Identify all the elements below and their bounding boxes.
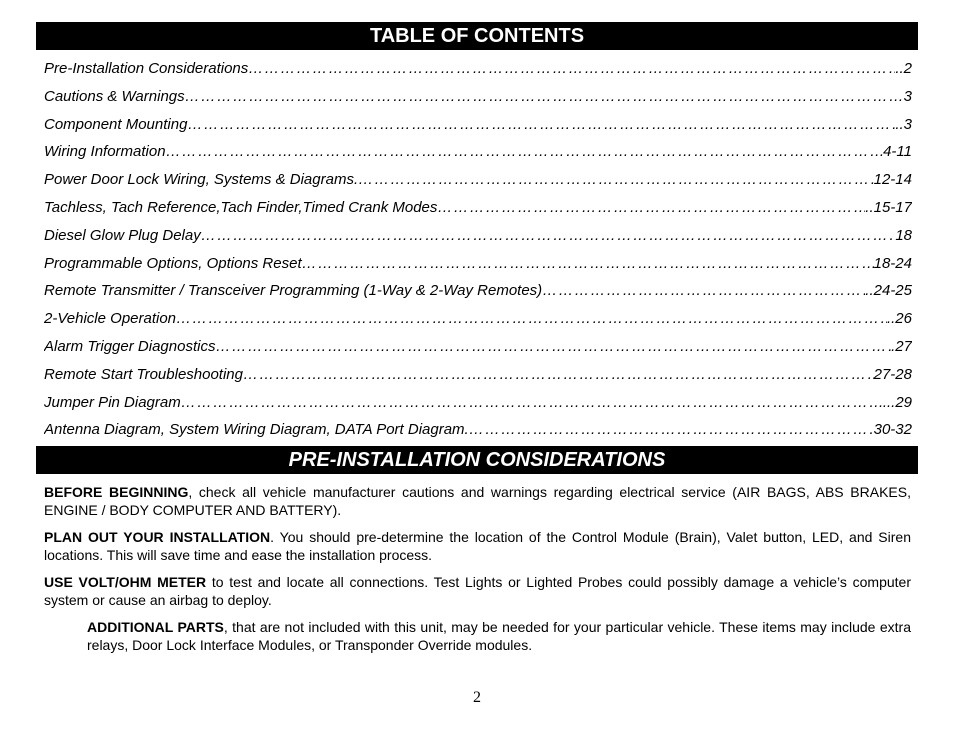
toc-leader-dots — [302, 252, 874, 275]
paragraph-plan-installation — [44, 528, 911, 564]
paragraph-text: , check all vehicle manufacturer cautions and warnings regarding electrical service (AIR BAGS, ABS BRAKES, ENGINE / BODY COMPUTER AND BATTERY). — [44, 484, 911, 518]
paragraph-lead: ADDITIONAL PARTS — [87, 619, 224, 635]
toc-entry-label: Programmable Options, Options Reset — [44, 254, 302, 272]
paragraph-lead: BEFORE BEGINNING — [44, 484, 189, 500]
toc-entry — [44, 168, 912, 196]
toc-entry-label: 2-Vehicle Operation — [44, 310, 177, 328]
paragraph-additional-parts — [87, 618, 911, 654]
toc-leader-dots — [437, 196, 865, 219]
toc-entry — [44, 335, 912, 363]
toc-entry — [44, 391, 912, 419]
toc-entry-page: ..24-25 — [865, 282, 912, 300]
toc-leader-dots — [243, 363, 874, 386]
toc-entry-label: Remote Transmitter / Transceiver Programming (1-Way & 2-Way Remotes) — [44, 282, 543, 300]
toc-list — [44, 57, 912, 446]
toc-entry — [44, 363, 912, 391]
toc-leader-dots — [166, 140, 884, 163]
toc-leader-dots — [176, 307, 887, 330]
toc-entry — [44, 140, 912, 168]
toc-entry-label: Tachless, Tach Reference,Tach Finder,Timed Crank Modes — [44, 198, 438, 216]
toc-entry-page: 18-24 — [873, 254, 912, 272]
toc-entry-label: Cautions & Warnings — [44, 87, 185, 105]
paragraph-text: . You should pre-determine the location of the Control Module (Brain), Valet button, LED, and Siren locations. This will save time and ease the installation process. — [44, 529, 911, 563]
toc-entry-page: .30-32 — [869, 421, 912, 439]
toc-entry-page: ..15-17 — [865, 198, 912, 216]
toc-entry-label: Power Door Lock Wiring, Systems & Diagrams. — [44, 171, 359, 189]
toc-entry — [44, 307, 912, 335]
toc-entry — [44, 57, 912, 85]
toc-entry — [44, 252, 912, 280]
paragraph-lead: USE VOLT/OHM METER — [44, 574, 207, 590]
toc-leader-dots — [185, 85, 904, 108]
toc-leader-dots — [181, 391, 883, 414]
toc-entry-label: Component Mounting — [44, 115, 188, 133]
toc-entry-page: 4-11 — [883, 143, 912, 161]
toc-entry-label: Antenna Diagram, System Wiring Diagram, DATA Port Diagram. — [44, 421, 469, 439]
toc-entry-label: Jumper Pin Diagram — [44, 393, 181, 411]
paragraph-text: , that are not included with this unit, may be needed for your particular vehicle. These items may include extra relays, Door Lock Interface Modules, or Transponder Override modules. — [87, 619, 911, 653]
toc-leader-dots — [358, 168, 874, 191]
toc-entry-page: ..2 — [895, 60, 912, 77]
pre-installation-title: PRE-INSTALLATION CONSIDERATIONS — [36, 446, 918, 474]
toc-leader-dots — [187, 113, 895, 136]
toc-entry — [44, 224, 912, 252]
toc-entry-label: Remote Start Troubleshooting — [44, 365, 243, 383]
toc-entry-page: .27 — [891, 337, 912, 355]
page-number: 2 — [473, 689, 481, 706]
toc-entry — [44, 85, 912, 113]
toc-leader-dots — [215, 335, 891, 358]
toc-entry-page: ..3 — [895, 115, 912, 133]
paragraph-lead: PLAN OUT YOUR INSTALLATION — [44, 529, 271, 545]
toc-entry-page: 27-28 — [873, 365, 912, 383]
toc-entry — [44, 279, 912, 307]
toc-entry-page: ..26 — [886, 310, 912, 328]
toc-entry-page: ...29 — [882, 393, 912, 411]
toc-entry-label: Wiring Information — [44, 143, 166, 161]
toc-entry — [44, 113, 912, 141]
toc-entry — [44, 418, 912, 446]
paragraph-text: to test and locate all connections. Test Lights or Lighted Probes could possibly damage a vehicle’s computer system or cause an airbag to deploy. — [44, 574, 911, 608]
toc-title: TABLE OF CONTENTS — [36, 22, 918, 50]
toc-entry-label: Pre-Installation Considerations — [44, 60, 249, 77]
toc-entry-page: 18 — [895, 226, 912, 244]
toc-entry-page: 12-14 — [873, 171, 912, 189]
toc-entry-page: 3 — [903, 87, 912, 105]
toc-entry — [44, 196, 912, 224]
toc-entry-label: Diesel Glow Plug Delay — [44, 226, 201, 244]
paragraph-before-beginning — [44, 483, 911, 519]
toc-leader-dots — [469, 418, 870, 441]
toc-leader-dots — [248, 57, 895, 80]
paragraph-volt-ohm-meter — [44, 573, 911, 609]
toc-entry-label: Alarm Trigger Diagnostics — [44, 337, 216, 355]
toc-leader-dots — [542, 279, 865, 302]
toc-leader-dots — [201, 224, 896, 247]
